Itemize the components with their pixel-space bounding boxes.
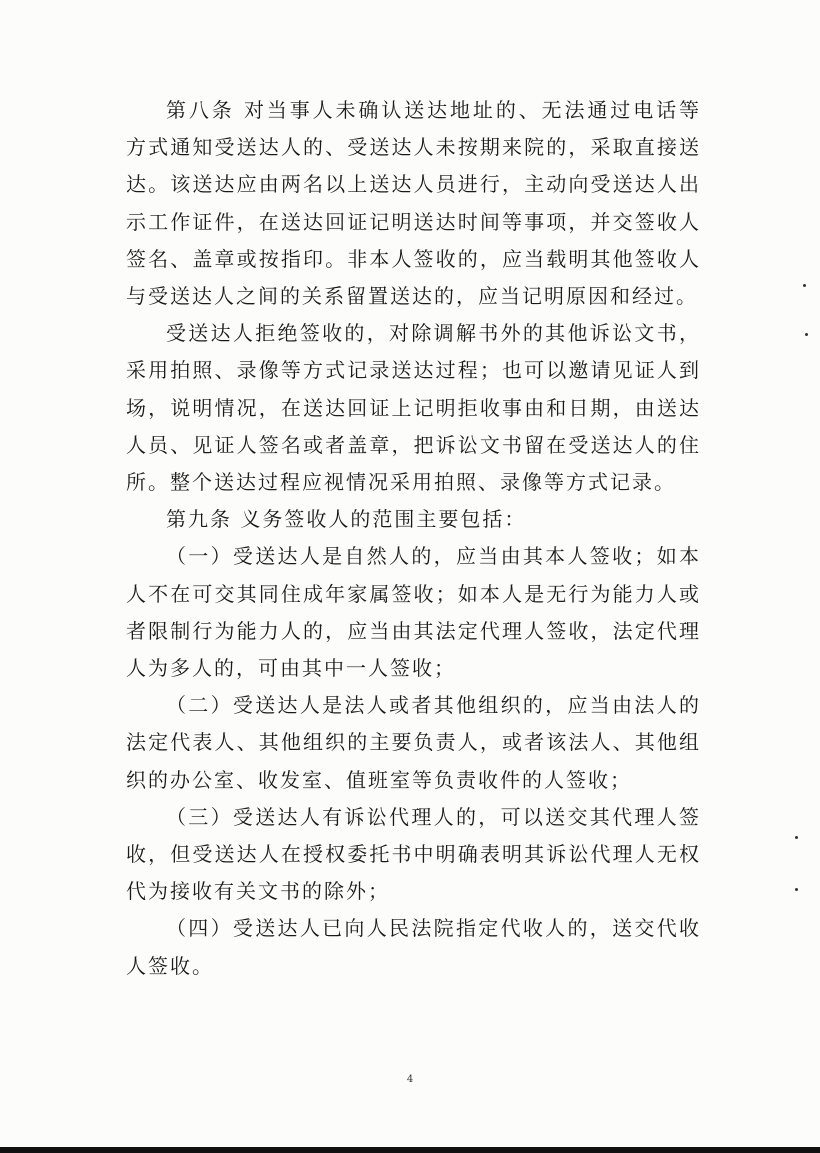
scan-artifact [803, 284, 806, 287]
paragraph-item-4: （四）受送达人已向人民法院指定代收人的，送交代收人签收。 [126, 916, 701, 978]
paragraph-item-3: （三）受送达人有诉讼代理人的，可以送交其代理人签收，但受送达人在授权委托书中明确表明其诉讼代理人无权代为接收有关文书的除外； [126, 804, 701, 904]
document-body [126, 92, 701, 985]
scan-artifact [805, 333, 808, 336]
page-number: 4 [406, 1074, 414, 1085]
scan-artifact [795, 888, 798, 891]
paragraph-refusal: 受送达人拒绝签收的，对除调解书外的其他诉讼文书，采用拍照、录像等方式记录送达过程；也可以邀请见证人到场，说明情况，在送达回证上记明拒收事由和日期，由送达人员、见证人签名或者盖章，把诉讼文书留在受送达人的住所。整个送达过程应视情况采用拍照、录像等方式记录。 [126, 321, 701, 495]
scan-artifact [795, 836, 798, 839]
scan-edge [0, 1147, 820, 1153]
paragraph-item-2: （二）受送达人是法人或者其他组织的，应当由法人的法定代表人、其他组织的主要负责人，或者该法人、其他组织的办公室、收发室、值班室等负责收件的人签收； [126, 693, 701, 792]
paragraph-article-8: 第八条 对当事人未确认送达地址的、无法通过电话等方式通知受送达人的、受送达人未按期来院的，采取直接送达。该送达应由两名以上送达人员进行，主动向受送达人出示工作证件，在送达回证记明送达时间等事项，并交签收人签名、盖章或按指印。非本人签收的，应当载明其他签收人与受送达人之间的关系留置送达的，应当记明原因和经过。 [126, 98, 701, 309]
paragraph-item-1: （一）受送达人是自然人的，应当由其本人签收；如本人不在可交其同住成年家属签收；如本人是无行为能力人或者限制行为能力人的，应当由其法定代理人签收，法定代理人为多人的，可由其中一人签收； [126, 544, 701, 681]
paragraph-article-9: 第九条 义务签收人的范围主要包括： [166, 507, 527, 532]
